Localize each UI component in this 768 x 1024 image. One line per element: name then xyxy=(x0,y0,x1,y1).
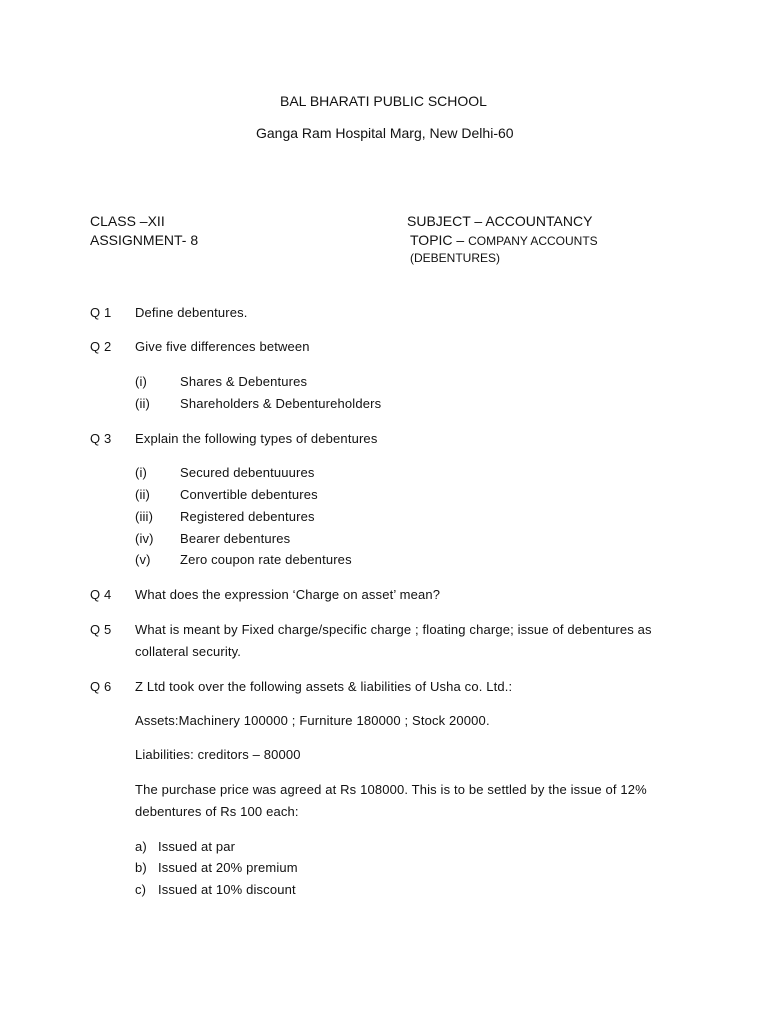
list-item-number: a) xyxy=(135,839,147,854)
list-item: Convertible debentures xyxy=(180,487,318,502)
list-item-number: (ii) xyxy=(135,487,151,502)
list-item-number: b) xyxy=(135,860,147,875)
question-number: Q 4 xyxy=(90,587,112,602)
question-number: Q 3 xyxy=(90,431,112,446)
list-item: Bearer debentures xyxy=(180,531,291,546)
question-text: What is meant by Fixed charge/specific charge ; floating charge; issue of debentures as xyxy=(135,622,652,637)
list-item-number: (iv) xyxy=(135,531,154,546)
list-item-number: (v) xyxy=(135,552,151,567)
liabilities-line: Liabilities: creditors – 80000 xyxy=(135,747,301,762)
question-number: Q 2 xyxy=(90,339,112,354)
list-item-number: (i) xyxy=(135,465,147,480)
list-item-number: (i) xyxy=(135,374,147,389)
question-text: Explain the following types of debentures xyxy=(135,431,378,446)
question-text: Give five differences between xyxy=(135,339,310,354)
list-item-number: (iii) xyxy=(135,509,154,524)
purchase-line: The purchase price was agreed at Rs 108000. This is to be settled by the issue of 12% xyxy=(135,782,647,797)
question-number: Q 5 xyxy=(90,622,112,637)
list-item: Issued at par xyxy=(158,839,236,854)
school-name: BAL BHARATI PUBLIC SCHOOL xyxy=(280,93,487,109)
question-number: Q 6 xyxy=(90,679,112,694)
list-item-number: c) xyxy=(135,882,147,897)
school-address: Ganga Ram Hospital Marg, New Delhi-60 xyxy=(256,125,514,141)
subject-label: SUBJECT – ACCOUNTANCY xyxy=(407,213,593,229)
list-item: Issued at 10% discount xyxy=(158,882,296,897)
list-item: Zero coupon rate debentures xyxy=(180,552,352,567)
list-item: Registered debentures xyxy=(180,509,315,524)
topic-prefix: TOPIC – xyxy=(410,232,465,248)
assignment-label: ASSIGNMENT- 8 xyxy=(90,232,199,248)
topic-line xyxy=(410,232,598,248)
list-item-number: (ii) xyxy=(135,396,151,411)
list-item: Shareholders & Debentureholders xyxy=(180,396,382,411)
list-item: Shares & Debentures xyxy=(180,374,308,389)
question-number: Q 1 xyxy=(90,305,112,320)
question-text: Define debentures. xyxy=(135,305,248,320)
question-text-continued: collateral security. xyxy=(135,644,242,659)
list-item: Issued at 20% premium xyxy=(158,860,298,875)
topic-sub: (DEBENTURES) xyxy=(410,251,501,265)
topic-value: COMPANY ACCOUNTS xyxy=(468,234,598,248)
purchase-line-continued: debentures of Rs 100 each: xyxy=(135,804,299,819)
class-label: CLASS –XII xyxy=(90,213,165,229)
list-item: Secured debentuuures xyxy=(180,465,315,480)
question-text: What does the expression ‘Charge on asset’ mean? xyxy=(135,587,441,602)
question-text: Z Ltd took over the following assets & liabilities of Usha co. Ltd.: xyxy=(135,679,513,694)
assets-line: Assets:Machinery 100000 ; Furniture 180000 ; Stock 20000. xyxy=(135,713,490,728)
